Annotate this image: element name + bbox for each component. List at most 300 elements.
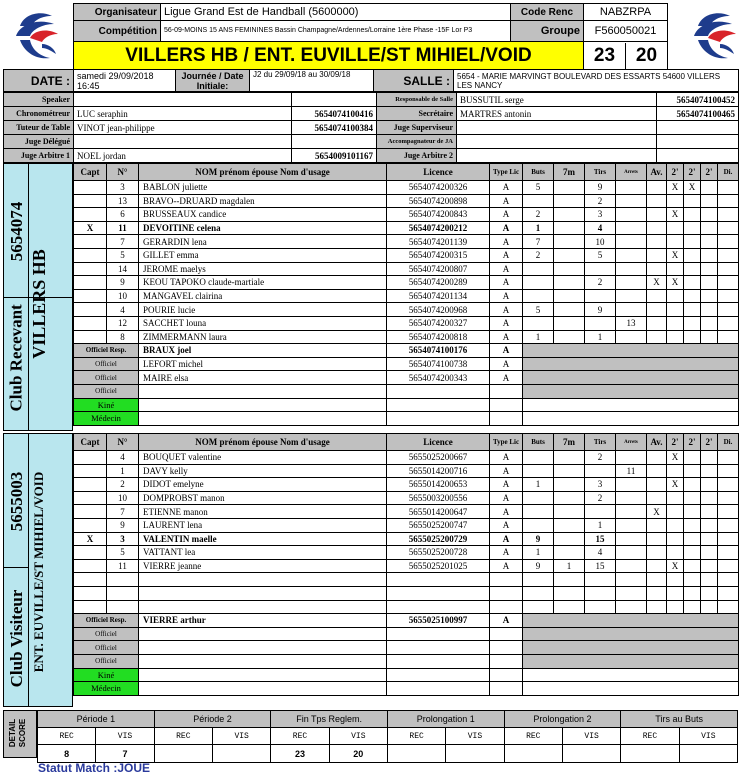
empty-cell: [718, 586, 739, 600]
col-tirs: Tirs: [585, 164, 616, 181]
player-shots: 15: [585, 532, 616, 546]
empty-cell: [718, 600, 739, 614]
player-7m: [554, 289, 585, 303]
prol2-rec-label: REC: [504, 728, 562, 745]
player-row[interactable]: [74, 316, 739, 330]
player-2min-3: [701, 451, 718, 465]
player-name: MANGAVEL clairina: [139, 289, 387, 303]
player-2min-2: [684, 451, 701, 465]
away-club-number: 5655003: [7, 471, 26, 532]
player-goals: 9: [523, 532, 554, 546]
player-goals: 2: [523, 208, 554, 222]
player-row[interactable]: [74, 518, 739, 532]
empty-player-row: [74, 586, 739, 600]
staff-licence-type: A: [490, 371, 523, 385]
player-disqualification: [718, 330, 739, 344]
staff-licence-type: [490, 384, 523, 398]
player-2min-3: [701, 208, 718, 222]
tuteur-value: VINOT jean-philippe: [74, 121, 292, 135]
empty-cell: [490, 573, 523, 587]
player-2min-2: [684, 289, 701, 303]
player-2min-1: [667, 464, 684, 478]
player-7m: 1: [554, 559, 585, 573]
resp-salle-value: BUSSUTIL serge: [457, 93, 657, 107]
staff-role: Officiel Resp.: [74, 344, 139, 358]
empty-cell: [107, 586, 139, 600]
staff-role: Officiel: [74, 641, 139, 655]
staff-role: Officiel: [74, 627, 139, 641]
code-renc-value: NABZRPA: [584, 4, 668, 21]
player-2min-1: X: [667, 478, 684, 492]
staff-row[interactable]: [74, 344, 739, 358]
staff-name: [139, 384, 387, 398]
player-number: 6: [107, 208, 139, 222]
medecin-row: [74, 412, 739, 426]
player-captain: [74, 194, 107, 208]
player-saves: [616, 532, 647, 546]
staff-stats-blank: [523, 357, 739, 371]
player-2min-3: [701, 330, 718, 344]
secretaire-value: MARTRES antonin: [457, 107, 657, 121]
col-buts: Buts: [523, 434, 554, 451]
player-goals: 1: [523, 221, 554, 235]
player-shots: 1: [585, 518, 616, 532]
periode1-label: Période 1: [38, 711, 155, 728]
player-row[interactable]: [74, 303, 739, 317]
player-disqualification: [718, 208, 739, 222]
tuteur-licence: 5654074100384: [292, 121, 377, 135]
player-number: 5: [107, 248, 139, 262]
staff-row[interactable]: [74, 357, 739, 371]
player-name: DAVY kelly: [139, 464, 387, 478]
player-disqualification: [718, 262, 739, 276]
player-number: 11: [107, 221, 139, 235]
player-2min-2: [684, 505, 701, 519]
player-2min-1: X: [667, 451, 684, 465]
player-2min-3: [701, 235, 718, 249]
player-saves: [616, 505, 647, 519]
player-saves: [616, 491, 647, 505]
ffhb-logo-left: [6, 4, 70, 68]
player-saves: [616, 289, 647, 303]
player-captain: [74, 491, 107, 505]
player-2min-2: [684, 248, 701, 262]
player-warning: [647, 262, 667, 276]
empty-cell: [701, 573, 718, 587]
player-warning: [647, 248, 667, 262]
player-licence-type: A: [490, 194, 523, 208]
player-shots: 4: [585, 221, 616, 235]
player-licence-type: A: [490, 248, 523, 262]
player-saves: [616, 262, 647, 276]
player-shots: 9: [585, 181, 616, 195]
player-number: 7: [107, 505, 139, 519]
empty-cell: [667, 573, 684, 587]
staff-row[interactable]: [74, 627, 739, 641]
player-number: 14: [107, 262, 139, 276]
fin-rec-label: REC: [271, 728, 329, 745]
player-2min-1: X: [667, 559, 684, 573]
speaker-label: Speaker: [4, 93, 74, 107]
player-2min-3: [701, 303, 718, 317]
staff-licence-type: [490, 627, 523, 641]
empty-cell: [139, 682, 387, 696]
player-7m: [554, 451, 585, 465]
player-saves: [616, 546, 647, 560]
prol2-vis-label: VIS: [562, 728, 620, 745]
player-name: BOUQUET valentine: [139, 451, 387, 465]
empty-cell: [387, 573, 490, 587]
empty-cell: [523, 398, 739, 412]
col-arrets: Arrets: [616, 434, 647, 451]
resp-salle-licence: 5654074100452: [657, 93, 739, 107]
player-7m: [554, 518, 585, 532]
player-name: BABLON juliette: [139, 181, 387, 195]
player-2min-3: [701, 546, 718, 560]
player-licence-type: A: [490, 559, 523, 573]
home-roster-table: [73, 163, 739, 426]
player-row[interactable]: [74, 532, 739, 546]
staff-licence-type: [490, 654, 523, 668]
player-row[interactable]: [74, 248, 739, 262]
empty-cell: [107, 573, 139, 587]
empty-cell: [387, 586, 490, 600]
p1-rec-value: 8: [38, 745, 96, 763]
player-2min-2: X: [684, 181, 701, 195]
player-name: SACCHET louna: [139, 316, 387, 330]
player-saves: [616, 518, 647, 532]
player-row[interactable]: [74, 289, 739, 303]
player-warning: [647, 330, 667, 344]
col-7m: 7m: [554, 434, 585, 451]
player-row[interactable]: [74, 181, 739, 195]
player-name: KEOU TAPOKO claude-martiale: [139, 276, 387, 290]
player-number: 13: [107, 194, 139, 208]
player-2min-3: [701, 559, 718, 573]
player-row[interactable]: [74, 478, 739, 492]
col-name: NOM prénom épouse Nom d'usage: [139, 164, 387, 181]
home-side-label: Club Recevant: [6, 304, 26, 412]
staff-row[interactable]: [74, 641, 739, 655]
empty-cell: [490, 668, 523, 682]
staff-licence-type: A: [490, 357, 523, 371]
empty-cell: [523, 412, 739, 426]
medecin-row: [74, 682, 739, 696]
player-saves: 11: [616, 464, 647, 478]
player-name: JEROME maelys: [139, 262, 387, 276]
player-row[interactable]: [74, 235, 739, 249]
player-licence: 5654074200327: [387, 316, 490, 330]
staff-role: Officiel: [74, 371, 139, 385]
player-warning: [647, 221, 667, 235]
kine-row: [74, 398, 739, 412]
player-goals: [523, 451, 554, 465]
player-goals: 7: [523, 235, 554, 249]
empty-cell: [718, 573, 739, 587]
staff-licence-type: [490, 641, 523, 655]
fin-rec-value: 23: [271, 745, 329, 763]
player-warning: [647, 532, 667, 546]
empty-cell: [684, 600, 701, 614]
player-licence-type: A: [490, 464, 523, 478]
player-2min-3: [701, 181, 718, 195]
player-shots: 10: [585, 235, 616, 249]
player-licence: 5655014200647: [387, 505, 490, 519]
staff-licence: 5654074100738: [387, 357, 490, 371]
player-disqualification: [718, 235, 739, 249]
groupe-label: Groupe: [511, 21, 584, 42]
player-shots: [585, 464, 616, 478]
player-licence-type: A: [490, 546, 523, 560]
staff-licence: 5654074100176: [387, 344, 490, 358]
player-disqualification: [718, 491, 739, 505]
officials-table: [3, 92, 739, 163]
player-licence: 5654074200843: [387, 208, 490, 222]
player-licence-type: A: [490, 478, 523, 492]
player-row[interactable]: [74, 276, 739, 290]
player-row[interactable]: [74, 491, 739, 505]
player-shots: 5: [585, 248, 616, 262]
player-2min-3: [701, 248, 718, 262]
empty-cell: [139, 586, 387, 600]
player-row[interactable]: [74, 208, 739, 222]
player-goals: 2: [523, 248, 554, 262]
player-warning: X: [647, 505, 667, 519]
player-warning: [647, 194, 667, 208]
col-capt: Capt: [74, 434, 107, 451]
player-7m: [554, 221, 585, 235]
player-2min-1: [667, 532, 684, 546]
staff-licence: [387, 641, 490, 655]
empty-cell: [616, 573, 647, 587]
empty-cell: [684, 573, 701, 587]
col-2min-1: 2': [667, 164, 684, 181]
player-row[interactable]: [74, 559, 739, 573]
player-shots: 2: [585, 194, 616, 208]
player-7m: [554, 546, 585, 560]
player-number: 5: [107, 546, 139, 560]
player-name: LAURENT lena: [139, 518, 387, 532]
player-2min-3: [701, 316, 718, 330]
player-2min-3: [701, 194, 718, 208]
empty-cell: [74, 573, 107, 587]
player-warning: [647, 464, 667, 478]
player-licence-type: A: [490, 505, 523, 519]
date-value: samedi 29/09/2018 16:45: [74, 70, 176, 92]
player-licence: 5654074201134: [387, 289, 490, 303]
empty-cell: [523, 682, 739, 696]
player-2min-1: X: [667, 181, 684, 195]
player-saves: 13: [616, 316, 647, 330]
empty-cell: [523, 600, 554, 614]
empty-cell: [647, 600, 667, 614]
player-disqualification: [718, 194, 739, 208]
p1-rec-label: REC: [38, 728, 96, 745]
empty-cell: [701, 600, 718, 614]
empty-cell: [139, 412, 387, 426]
player-licence-type: A: [490, 208, 523, 222]
medecin-label: Médecin: [74, 682, 139, 696]
player-number: 3: [107, 532, 139, 546]
player-2min-3: [701, 478, 718, 492]
player-2min-2: [684, 491, 701, 505]
player-row[interactable]: [74, 330, 739, 344]
staff-row[interactable]: [74, 371, 739, 385]
col-2min-2: 2': [684, 434, 701, 451]
player-row[interactable]: [74, 505, 739, 519]
player-licence: 5655014200653: [387, 478, 490, 492]
player-goals: 1: [523, 546, 554, 560]
player-goals: 5: [523, 181, 554, 195]
player-disqualification: [718, 559, 739, 573]
p1-vis-label: VIS: [96, 728, 154, 745]
player-2min-2: [684, 262, 701, 276]
col-type: Type Lic: [490, 164, 523, 181]
prol1-label: Prolongation 1: [387, 711, 504, 728]
staff-licence: [387, 654, 490, 668]
staff-row[interactable]: [74, 654, 739, 668]
player-licence-type: A: [490, 316, 523, 330]
player-shots: 3: [585, 208, 616, 222]
player-row[interactable]: [74, 451, 739, 465]
staff-licence: [387, 384, 490, 398]
arbitre1-value: NOEL jordan: [74, 149, 292, 163]
staff-row[interactable]: [74, 384, 739, 398]
away-side-panel: [3, 433, 73, 707]
player-row[interactable]: [74, 194, 739, 208]
staff-licence: 5655025100997: [387, 614, 490, 628]
player-name: DEVOITINE celena: [139, 221, 387, 235]
player-warning: [647, 181, 667, 195]
player-warning: [647, 491, 667, 505]
player-2min-1: [667, 491, 684, 505]
tab-vis-label: VIS: [679, 728, 737, 745]
player-shots: 2: [585, 276, 616, 290]
empty-cell: [387, 412, 490, 426]
player-saves: [616, 478, 647, 492]
player-licence-type: A: [490, 221, 523, 235]
player-7m: [554, 208, 585, 222]
empty-cell: [107, 600, 139, 614]
player-warning: X: [647, 276, 667, 290]
player-captain: [74, 276, 107, 290]
kine-row: [74, 668, 739, 682]
player-goals: [523, 276, 554, 290]
col-type: Type Lic: [490, 434, 523, 451]
player-licence-type: A: [490, 518, 523, 532]
arbitre2-label: Juge Arbitre 2: [377, 149, 457, 163]
staff-stats-blank: [523, 627, 739, 641]
empty-cell: [667, 600, 684, 614]
player-goals: [523, 262, 554, 276]
player-7m: [554, 276, 585, 290]
kine-label: Kiné: [74, 398, 139, 412]
player-captain: [74, 464, 107, 478]
player-disqualification: [718, 478, 739, 492]
player-2min-1: [667, 194, 684, 208]
detail-score-label: DETAIL SCORE: [8, 718, 27, 748]
col-licence: Licence: [387, 434, 490, 451]
player-shots: 4: [585, 546, 616, 560]
player-2min-3: [701, 518, 718, 532]
player-captain: [74, 505, 107, 519]
col-no: N°: [107, 434, 139, 451]
player-saves: [616, 194, 647, 208]
col-2min-2: 2': [684, 164, 701, 181]
player-goals: [523, 316, 554, 330]
prol1-rec-label: REC: [387, 728, 445, 745]
player-number: 4: [107, 451, 139, 465]
medecin-label: Médecin: [74, 412, 139, 426]
player-7m: [554, 303, 585, 317]
player-shots: 2: [585, 451, 616, 465]
player-2min-2: [684, 194, 701, 208]
player-2min-1: X: [667, 208, 684, 222]
player-2min-1: [667, 518, 684, 532]
player-number: 8: [107, 330, 139, 344]
player-goals: 1: [523, 478, 554, 492]
player-licence: 5654074200968: [387, 303, 490, 317]
chrono-label: Chronométreur: [4, 107, 74, 121]
staff-name: [139, 654, 387, 668]
player-licence-type: A: [490, 491, 523, 505]
player-captain: [74, 289, 107, 303]
fin-tps-label: Fin Tps Reglem.: [271, 711, 388, 728]
empty-cell: [647, 573, 667, 587]
chrono-licence: 5654074100416: [292, 107, 377, 121]
player-licence: 5654074200212: [387, 221, 490, 235]
player-disqualification: [718, 451, 739, 465]
player-2min-3: [701, 532, 718, 546]
col-di: Di.: [718, 434, 739, 451]
away-roster-table: [73, 433, 739, 696]
empty-cell: [523, 668, 739, 682]
empty-cell: [139, 398, 387, 412]
player-name: DIDOT emelyne: [139, 478, 387, 492]
empty-cell: [490, 412, 523, 426]
player-row[interactable]: [74, 221, 739, 235]
player-disqualification: [718, 303, 739, 317]
header-table: [73, 3, 668, 70]
player-row[interactable]: [74, 546, 739, 560]
player-shots: [585, 289, 616, 303]
staff-name: BRAUX joel: [139, 344, 387, 358]
empty-cell: [523, 586, 554, 600]
player-7m: [554, 316, 585, 330]
player-goals: [523, 464, 554, 478]
player-shots: 15: [585, 559, 616, 573]
resp-salle-label: Responsable de Salle: [377, 93, 457, 107]
player-disqualification: [718, 221, 739, 235]
player-goals: 5: [523, 303, 554, 317]
staff-row[interactable]: [74, 614, 739, 628]
player-row[interactable]: [74, 262, 739, 276]
player-row[interactable]: [74, 464, 739, 478]
organisateur-label: Organisateur: [74, 4, 161, 21]
player-warning: [647, 208, 667, 222]
player-2min-1: [667, 235, 684, 249]
score-home: 23: [584, 43, 626, 69]
player-name: VATTANT lea: [139, 546, 387, 560]
player-shots: [585, 316, 616, 330]
player-7m: [554, 262, 585, 276]
empty-cell: [490, 600, 523, 614]
player-2min-2: [684, 303, 701, 317]
player-goals: 1: [523, 330, 554, 344]
staff-role: Officiel Resp.: [74, 614, 139, 628]
player-2min-3: [701, 505, 718, 519]
player-saves: [616, 208, 647, 222]
